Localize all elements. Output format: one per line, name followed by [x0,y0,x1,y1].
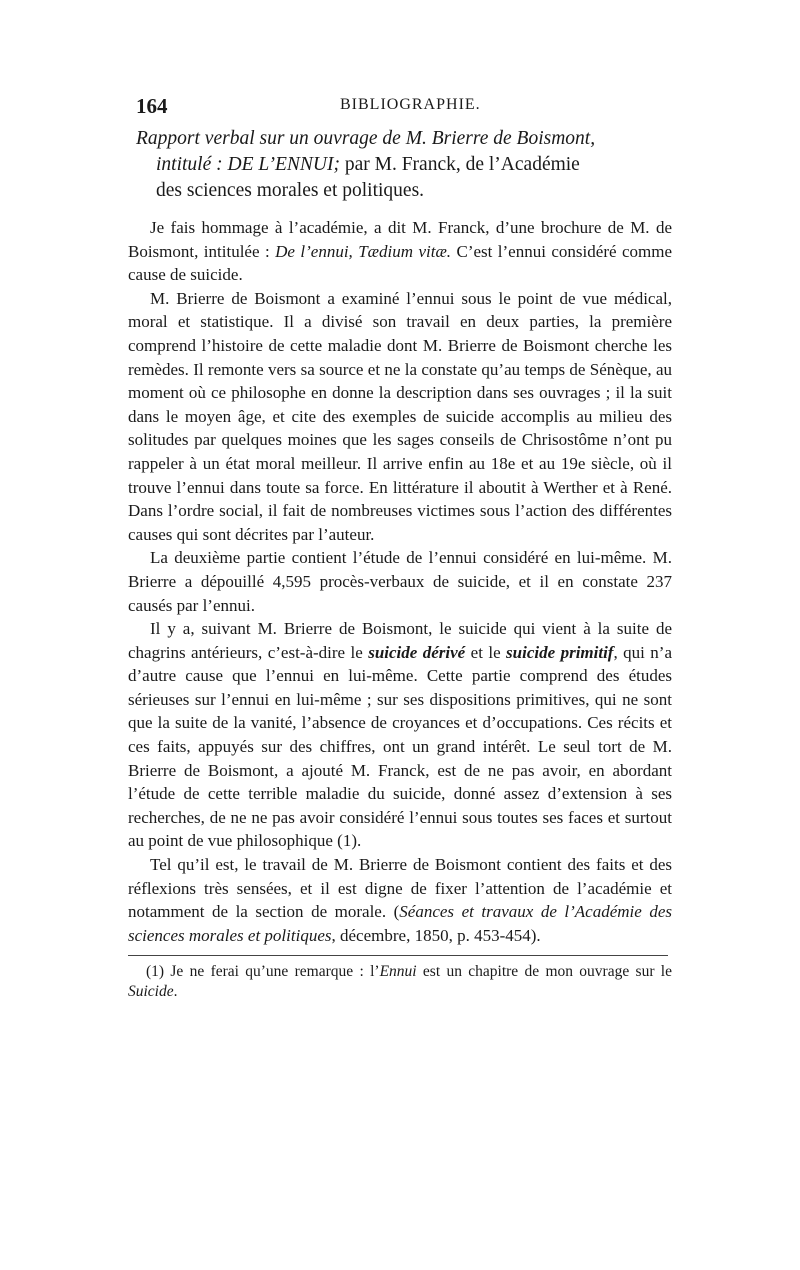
book-page [128,94,672,1002]
running-title: BIBLIOGRAPHIE. [340,96,481,113]
book-title: De l’ennui, Tædium vitæ. [275,241,452,261]
paragraph-text: , qui n’a d’autre cause que l’ennui en lui-même. Cette partie comprend des études sérieuses sur l’ennui en lui-même ; sur ses dispositions primitives, qui ne sont que la suite de la vanité, l’absence de croyances et d’occupations. Ces récits et ces faits, appuyés sur des chiffres, ont un grand intérêt. Le seul tort de M. Brierre de Boismont, a ajouté M. Franck, est de ne pas avoir, en abordant l’étude de cette terrible maladie du suicide, donné assez d’extension à ses recherches, de ne ne pas avoir considéré l’ennui sous toutes ses faces et surtout au point de vue philosophique (1). [128,642,672,851]
title-line-1: Rapport verbal sur un ouvrage de M. Brierre de Boismont, [136,128,596,149]
footnote-divider [128,955,668,956]
paragraph-text: Je fais hommage à l’académie, a dit M. Franck, d’une brochure de M. de Boismont, intitulée : [128,218,672,261]
footnote-term: Ennui [379,963,417,981]
footnote-text: est un chapitre de mon ouvrage sur le [416,963,672,981]
footnote-text: . [173,983,178,1001]
paragraph-text: Tel qu’il est, le travail de M. Brierre de Boismont contient des faits et des réflexions très sensées, et il est digne de fixer l’attention de l’académie et notamment de la section de morale. ( [128,855,672,922]
paragraph-1 [128,216,672,287]
title-line-2 [128,152,672,178]
paragraph-5 [128,853,672,947]
source-citation: Séances et travaux de l’Académie des sciences morales et politiques [128,902,673,945]
footnote-term: Suicide [128,983,174,1001]
paragraph-text: et le [465,642,507,662]
title-work-name: intitulé : DE L’ENNUI; [156,154,340,175]
running-head [128,94,672,124]
paragraph-text: C’est l’ennui considéré comme cause de suicide. [128,241,673,285]
paragraph-text: Il y a, suivant M. Brierre de Boismont, le suicide qui vient à la suite de chagrins antérieurs, c’est-à-dire le [128,619,672,662]
paragraph-text: , décembre, 1850, p. 453-454). [331,925,541,945]
paragraph-2: M. Brierre de Boismont a examiné l’ennui sous le point de vue médical, moral et statistique. Il a divisé son travail en deux parties, la première comprend l’histoire de cette maladie dont M. Brierre de Boismont cherche les remèdes. Il remonte vers sa source et ne la constate qu’au temps de Sénèque, au moment où ce philosophe en donne la description dans ses ouvrages ; il la suit dans le moyen âge, et cite des exemples de suicide accomplis au milieu des solitudes par quelques moines que les sages conseils de Chrisostôme n’ont pu rappeler à un état moral meilleur. Il arrive enfin au 18e et au 19e siècle, où il trouve l’ennui dans toute sa force. En littérature il aboutit à Werther et à René. Dans l’ordre social, il fait de nombreuses victimes sous l’action des différentes causes qui sont décrites par l’auteur. [128,288,672,544]
title-author: par M. Franck, de l’Académie [339,154,580,175]
footnote [128,962,672,1002]
title-line-3: des sciences morales et politiques. [156,180,425,201]
term-suicide-derive: suicide dérivé [368,642,466,662]
paragraph-3: La deuxième partie contient l’étude de l’ennui considéré en lui-même. M. Brierre a dépouillé 4,595 procès-verbaux de suicide, et il en constate 237 causés par l’ennui. [128,548,672,615]
footnote-text: (1) Je ne ferai qu’une remarque : l’ [146,963,380,981]
paragraph-4 [128,617,672,853]
article-title [128,126,672,204]
page-number: 164 [136,94,168,118]
article-body [128,216,672,947]
term-suicide-primitif: suicide primitif [506,642,614,662]
